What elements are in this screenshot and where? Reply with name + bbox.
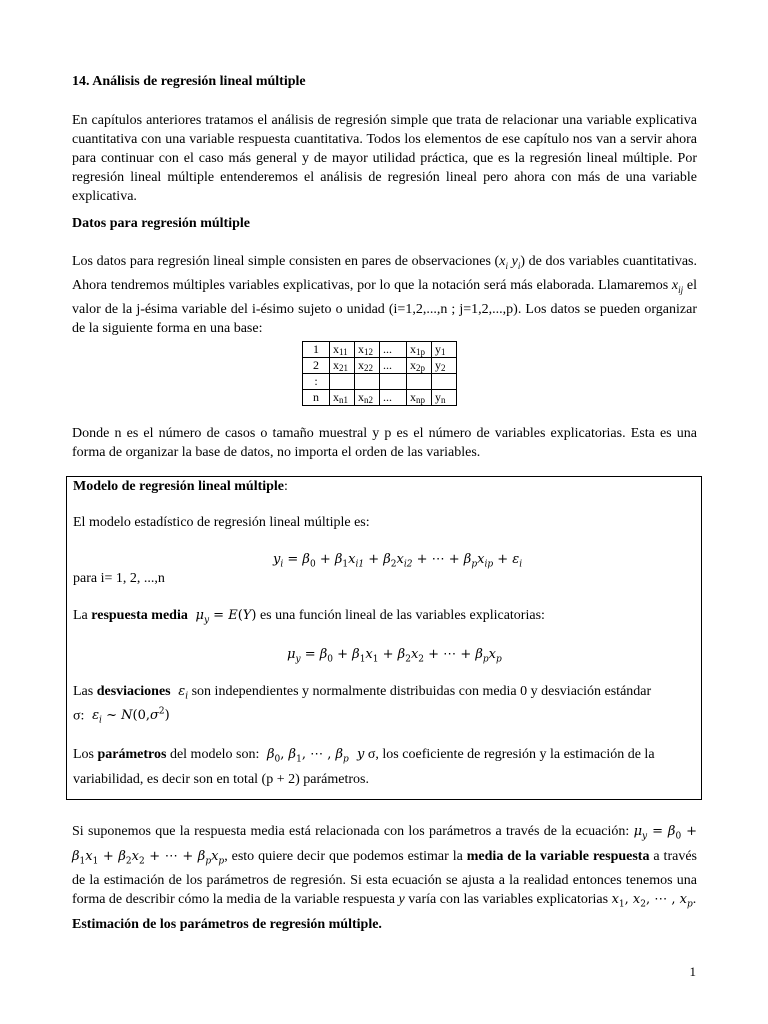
model-heading: Modelo de regresión lineal múltiple:	[73, 479, 288, 494]
mean-equation: $\mu_y = \beta_0 + \beta_1x_1 + \beta_2x_2$ + ⋯ + $\beta_px_p$	[287, 647, 502, 665]
heading-datos: Datos para regresión múltiple	[72, 216, 250, 231]
model-response-mean: La respuesta media $\mu_y = E(Y)$ es una función lineal de las variables explicatorias:	[73, 608, 545, 626]
intro-paragraph: En capítulos anteriores tratamos el análisis de regresión simple que trata de relacionar una variable explicativa cuantitativa con una variable respuesta cuantitativa. Todos los elementos de ese capítulo nos van a servir ahora para continuar con el caso más general y de mayor utilidad práctica, que es la regresión lineal múltiple. Por regresión lineal múltiple entenderemos el análisis de regresión lineal pero ahora con más de una variable explicativa.	[72, 113, 697, 204]
model-line1: El modelo estadístico de regresión lineal múltiple es:	[73, 515, 370, 530]
page-number: 1	[689, 964, 696, 979]
model-deviations: Las desviaciones $\varepsilon_i$ son independientes y normalmente distribuidas con media 0 y desviación estándar	[73, 684, 652, 702]
data-table	[302, 341, 457, 406]
heading-estimacion: Estimación de los parámetros de regresión múltiple.	[72, 917, 382, 932]
table-row: 2 x21 x22 ... x2p y2	[303, 358, 457, 374]
table-row: 1 x11 x12 ... x1p y1	[303, 342, 457, 358]
model-for-i: para i= 1, 2, ...,n	[73, 571, 165, 586]
after-table-paragraph: Donde n es el número de casos o tamaño muestral y p es el número de variables explicatorias. Esta es una forma de organizar la base de datos, no importa el orden de las variables.	[72, 426, 697, 460]
table-row: n xn1 xn2 ... xnp yn	[303, 390, 457, 406]
closing-paragraph: Si suponemos que la respuesta media está relacionada con los parámetros a través de la ecuación: $\mu_y = \beta_0 + \beta_1x_1 + \beta_2x_2$ + ⋯ + $\beta_px_p$, esto quiere decir que podemos estimar la media de la variable respuesta a través de la estimación de los parámetros de regresión. Si esta ecuación se ajusta a la realidad entonces tenemos una forma de describir cómo la media de la variable respuesta y varía con las variables explicatorias $x_1$, $x_2$, ⋯ , $x_p$.	[72, 824, 698, 910]
model-equation: $y_i = \beta_0 + \beta_1x_{i1} + \beta_2x_{i2}$ + ⋯ + $\beta_px_{ip} + \varepsilon_i$	[273, 552, 523, 570]
datos-paragraph: Los datos para regresión lineal simple consisten en pares de observaciones ($x_i$ $y_i$) de dos variables cuantitativas. Ahora tendremos múltiples variables explicativas, por lo que la notación será más elaborada. Llamaremos $x_{ij}$ el valor de la j-ésima variable del i-ésimo sujeto o unidad (i=1,2,...,n ; j=1,2,...,p). Los datos se pueden organizar de la siguiente forma en una base:	[72, 254, 698, 336]
model-box	[66, 476, 702, 800]
table-row: :	[303, 374, 457, 390]
model-parameters: Los parámetros del modelo son: $\beta_0$, $\beta_1$, ⋯ , $\beta_p$ y σ, los coeficiente de regresión y la estimación de la variabilidad, es decir son en total (p + 2) parámetros.	[73, 747, 655, 787]
model-sigma: σ: $\varepsilon_i$ ~ $N(0,\sigma^2)$	[73, 707, 170, 726]
page-title: 14. Análisis de regresión lineal múltiple	[72, 74, 306, 89]
